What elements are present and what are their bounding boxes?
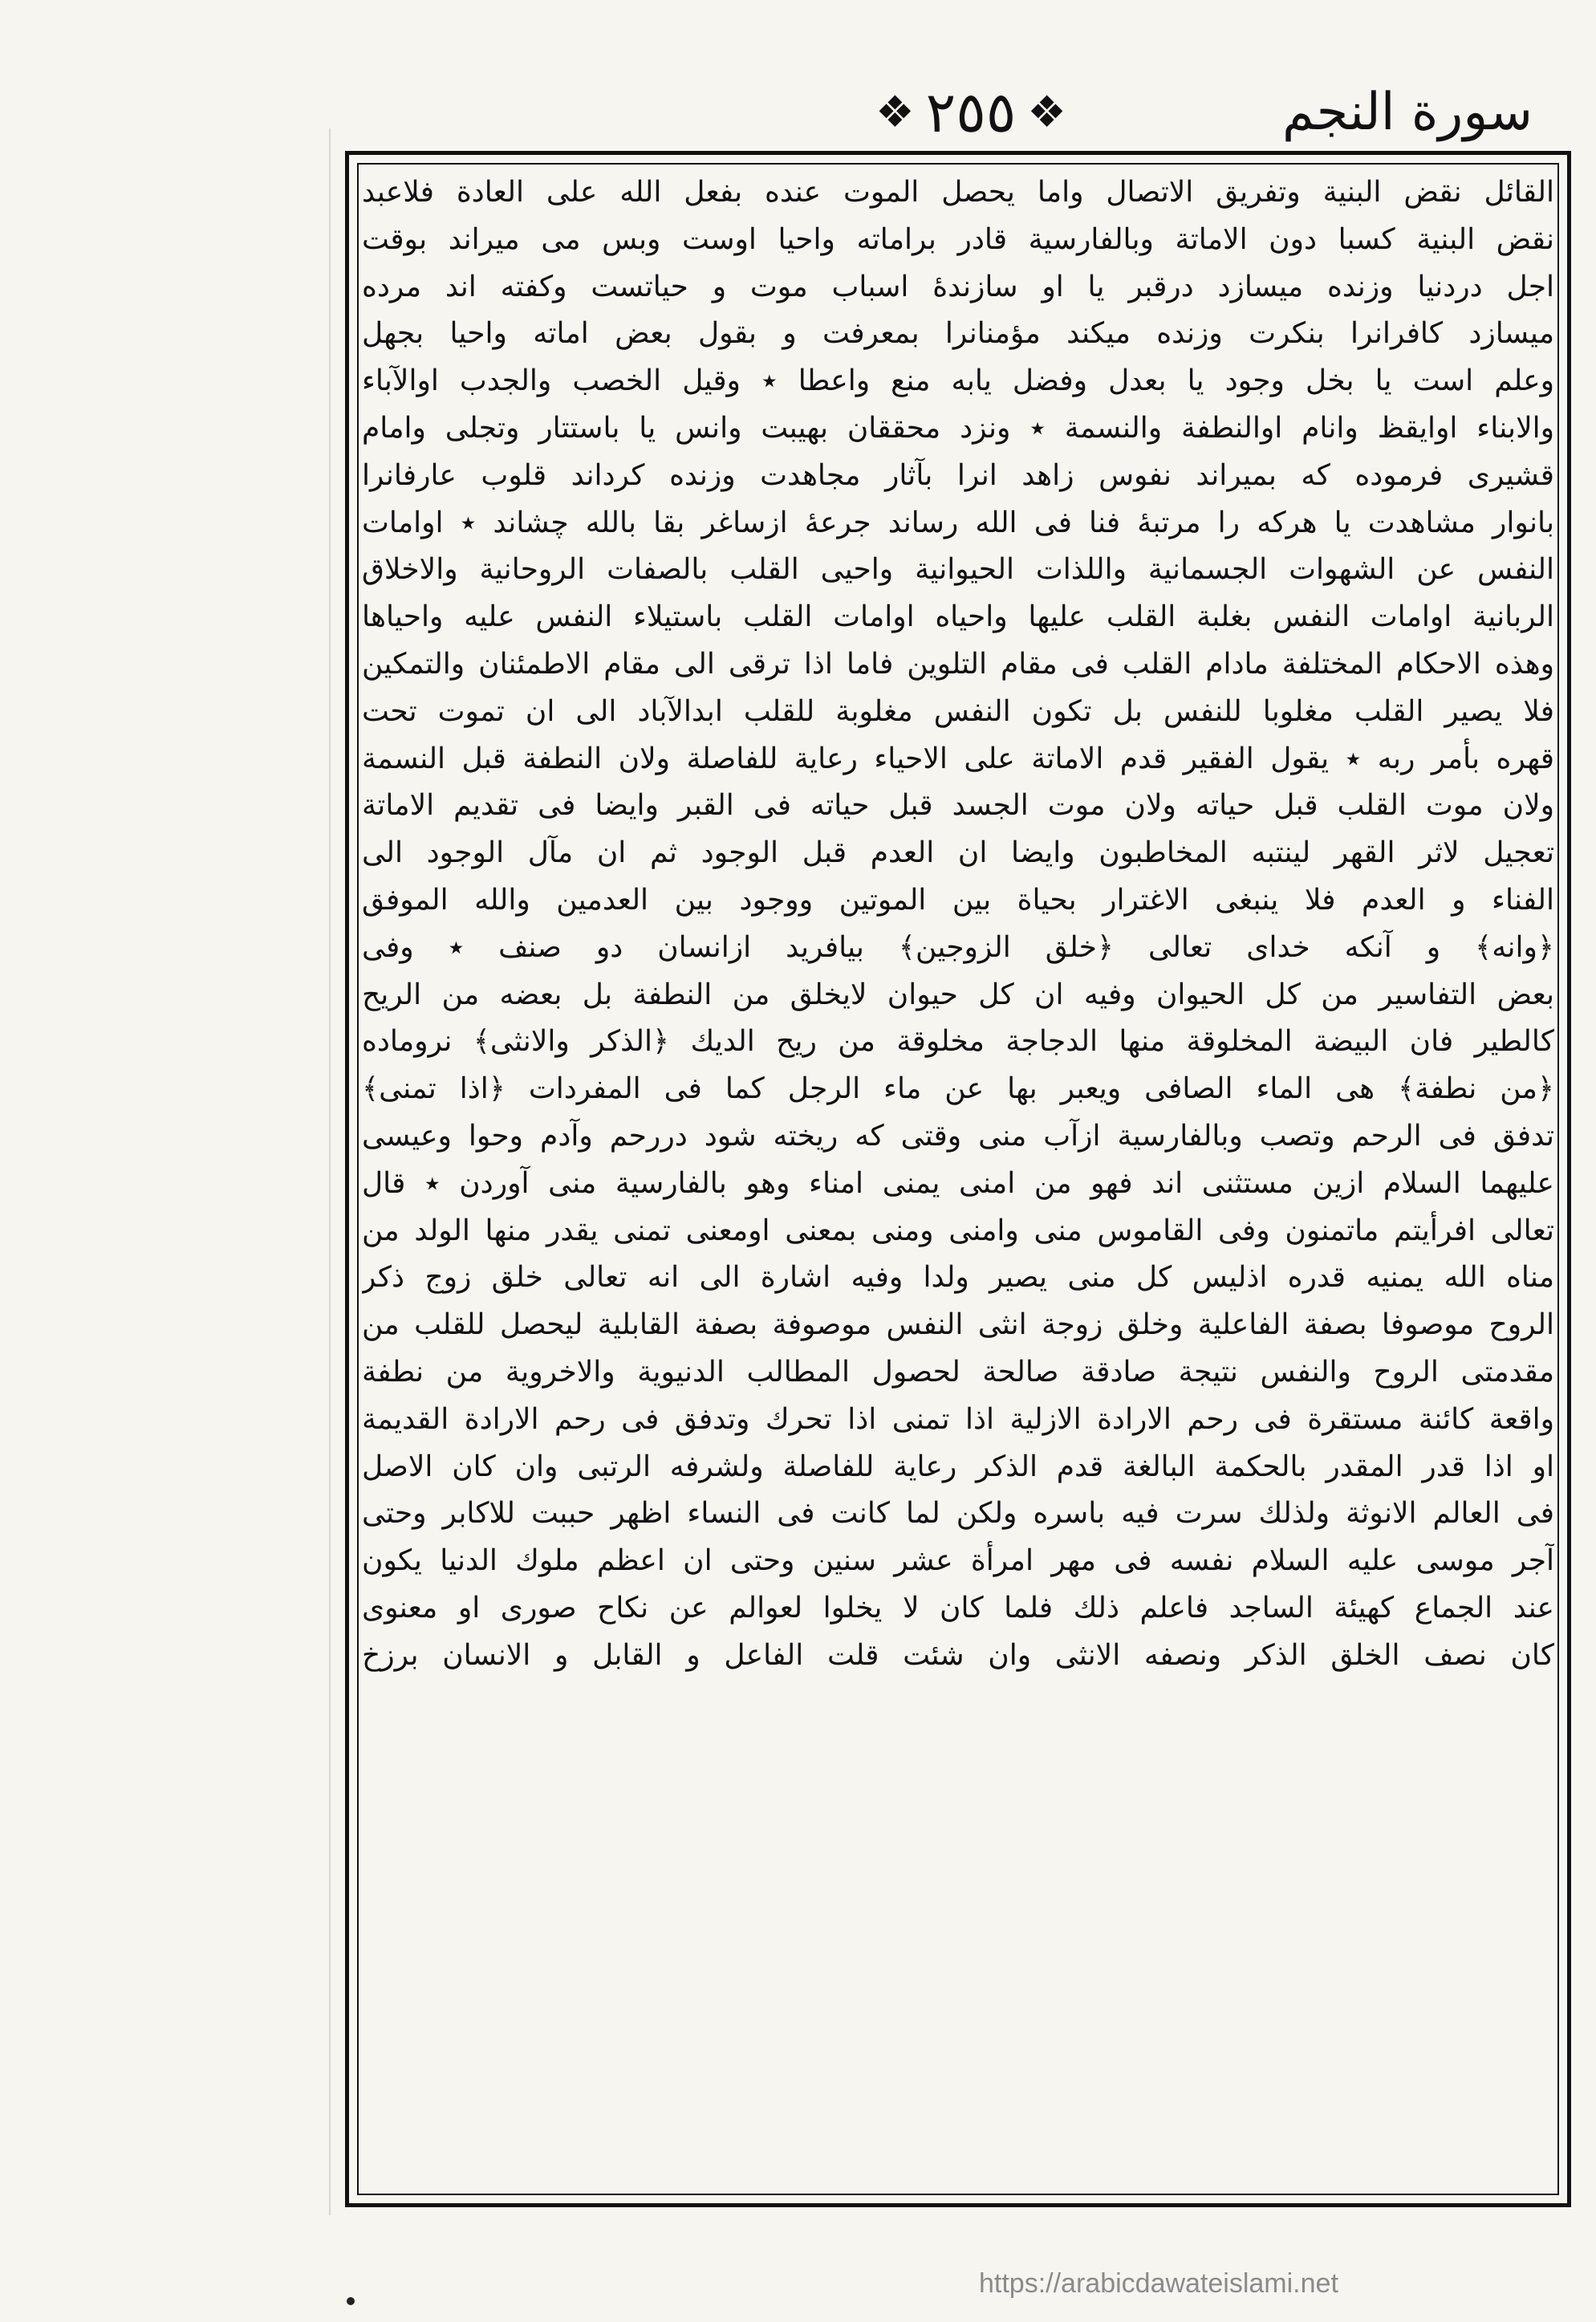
text-line: واقعة كائنة مستقرة فى رحم الارادة الازلية اذا تمنى اذا تحرك وتدفق فى رحم الارادة القديمة (362, 1402, 1554, 1436)
text-frame (345, 151, 1571, 2207)
surah-title: سورة النجم (1282, 83, 1533, 142)
text-line: الربانية اوامات النفس بغلبة القلب عليها واحياه اوامات القلب باستيلاء النفس عليه واحياها (362, 600, 1554, 634)
text-line: نقض البنية كسبا دون الاماتة وبالفارسية قادر براماته واحيا اوست وبس مى ميراند بوقت (362, 222, 1554, 256)
page-number-block (859, 72, 1083, 152)
text-line: الفناء و العدم فلا ينبغى الاغترار بحياة بين الموتين ووجود بين العدمين والله الموفق (362, 883, 1554, 917)
text-line: او اذا قدر المقدر بالحكمة البالغة قدم الذكر رعاية للفاصلة ولشرفه الرتبى وان كان الاصل (362, 1450, 1554, 1483)
text-line: فلا يصير القلب مغلوبا للنفس بل تكون النفس مغلوبة للقلب ابدالآباد الى ان تموت تحت (362, 694, 1554, 728)
text-line: بعض التفاسير من كل الحيوان وفيه ان كل حيوان لايخلق من النطفة بل بعضه من الريح (362, 978, 1554, 1011)
text-line: بانوار مشاهدت يا هركه را مرتبۀ فنا فى الله رساند جرعۀ ازساغر بقا بالله چشاند ٭ اوامات (362, 506, 1554, 539)
text-line: القائل نقض البنية وتفريق الاتصال واما يحصل الموت عنده بفعل الله على العادة فلاعبد (362, 176, 1554, 209)
text-line: ميسازد كافرانرا بنكرت وزنده ميكند مؤمنانرا بمعرفت و بقول بعض اماته واحيا بجهل (362, 317, 1554, 351)
text-line: وهذه الاحكام المختلفة مادام القلب فى مقام التلوين فاما اذا ترقى الى مقام الاطمئنان والتمكين (362, 647, 1554, 681)
ornament-left-icon: ❖ (875, 87, 915, 137)
text-line: عليهما السلام ازين مستثنى اند فهو من امنى يمنى امناء وهو بالفارسية منى آوردن ٭ قال (362, 1166, 1554, 1200)
text-line: الروح موصوفا بصفة الفاعلية وخلق زوجة انثى النفس موصوفة بصفة القابلية ليحصل للقلب من (362, 1308, 1554, 1342)
text-line: ولان موت القلب قبل حياته ولان موت الجسد قبل حياته فى القبر وايضا فى تقديم الاماتة (362, 789, 1554, 823)
text-line: النفس عن الشهوات الجسمانية واللذات الحيوانية واحيى القلب بالصفات الروحانية والاخلاق (362, 553, 1554, 587)
page-edge-line (329, 128, 331, 2215)
text-line: عند الجماع كهيئة الساجد فاعلم ذلك فلما كان لا يخلوا لعوالم عن نكاح صورى او معنوى (362, 1591, 1554, 1625)
text-line: كالطير فان البيضة المخلوقة منها الدجاجة مخلوقة من ريح الديك ﴿الذكر والانثى﴾ نروماده (362, 1025, 1554, 1059)
page-number: ٢٥٥ (925, 79, 1017, 145)
text-line: قهره بأمر ربه ٭ يقول الفقير قدم الاماتة على الاحياء رعاية للفاصلة ولان النطفة قبل النسمة (362, 742, 1554, 775)
text-line: مقدمتى الروح والنفس نتيجة صادقة صالحة لحصول المطالب الدنيوية والاخروية من نطفة (362, 1355, 1554, 1389)
text-line: كان نصف الخلق الذكر ونصفه الانثى وان شئت قلت الفاعل و القابل و الانسان برزخ (362, 1638, 1554, 1672)
text-line: ﴿من نطفة﴾ هى الماء الصافى ويعبر بها عن ماء الرجل كما فى المفردات ﴿اذا تمنى﴾ (362, 1072, 1554, 1106)
text-line: مناه الله يمنيه قدره اذليس كل منى يصير ولدا وفيه اشارة الى انه تعالى خلق زوج ذكر (362, 1261, 1554, 1295)
text-line: قشيرى فرموده كه بميراند نفوس زاهد انرا بآثار مجاهدت وزنده كرداند قلوب عارفانرا (362, 458, 1554, 492)
running-head (345, 72, 1565, 152)
text-line: تدفق فى الرحم وتصب وبالفارسية ازآب منى وقتى كه ريخته شود دررحم وآدم وحوا وعيسى (362, 1119, 1554, 1153)
text-line: تعجيل لاثر القهر لينتبه المخاطبون وايضا ان العدم قبل الوجود ثم ان مآل الوجود الى (362, 836, 1554, 870)
ornament-right-icon: ❖ (1027, 87, 1066, 137)
text-line: والابناء اوايقظ وانام اوالنطفة والنسمة ٭ ونزد محققان بهيبت وانس يا باستتار وتجلى وامام (362, 411, 1554, 445)
text-line: آجر موسى عليه السلام نفسه فى مهر امرأة عشر سنين وحتى ان اعظم ملوك الدنيا يكون (362, 1544, 1554, 1578)
text-line: تعالى افرأيتم ماتمنون وفى القاموس منى وامنى ومنى بمعنى اومعنى تمنى يقدر منها الولد من (362, 1214, 1554, 1247)
text-line: فى العالم الانوثة ولذلك سرت فيه باسره ولكن لما كانت فى النساء اظهر حببت للاكابر وحتى (362, 1497, 1554, 1531)
source-url-link[interactable]: https://arabicdawateislami.net (979, 2268, 1338, 2299)
text-line: وعلم است يا بخل وجود يا بعدل وفضل يابه منع واعطا ٭ وقيل الخصب والجدب اوالآباء (362, 364, 1554, 398)
text-body (362, 169, 1554, 2195)
text-line: اجل دردنيا وزنده ميسازد درقبر يا او سازندۀ اسباب موت و حياتست وكفته اند مرده (362, 270, 1554, 303)
text-line: ﴿وانه﴾ و آنكه خداى تعالى ﴿خلق الزوجين﴾ بيافريد ازانسان دو صنف ٭ وفى (362, 930, 1554, 964)
margin-speck (347, 2297, 355, 2305)
